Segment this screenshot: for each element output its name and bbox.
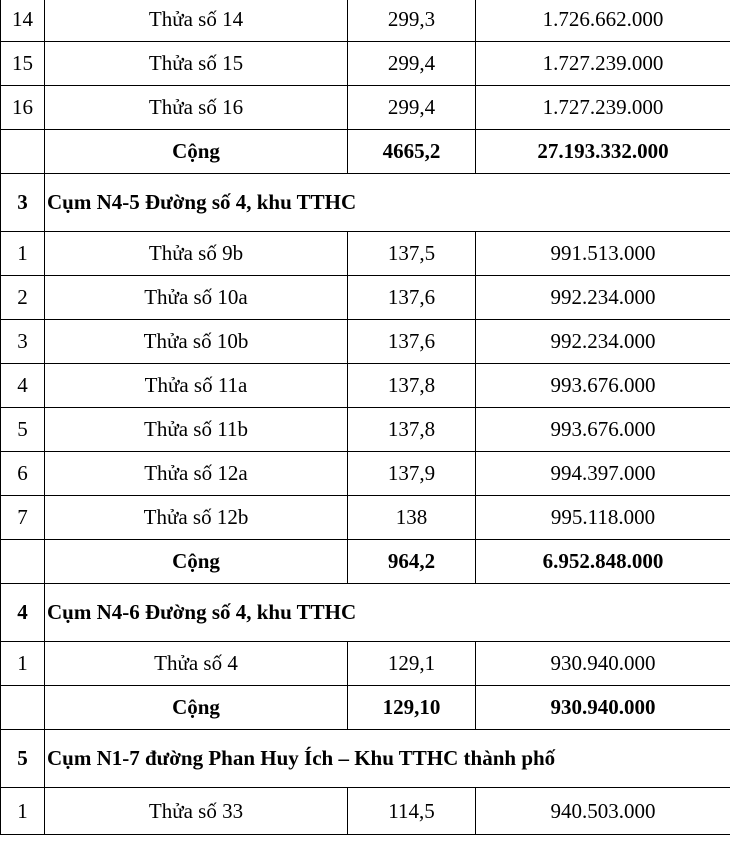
parcel-price: 1.727.239.000 (476, 42, 730, 86)
row-number (1, 686, 45, 730)
section-header-row (1, 174, 730, 232)
row-number: 2 (1, 276, 45, 320)
row-number: 15 (1, 42, 45, 86)
total-label: Cộng (45, 130, 348, 174)
total-area: 129,10 (348, 686, 476, 730)
parcel-name: Thửa số 11b (45, 408, 348, 452)
table-body (1, 0, 730, 835)
parcel-price: 930.940.000 (476, 642, 730, 686)
parcel-area: 299,4 (348, 42, 476, 86)
parcel-price: 993.676.000 (476, 408, 730, 452)
parcel-price: 940.503.000 (476, 788, 730, 835)
row-number: 14 (1, 0, 45, 42)
parcel-name: Thửa số 10b (45, 320, 348, 364)
parcel-name: Thửa số 15 (45, 42, 348, 86)
row-number: 3 (1, 320, 45, 364)
parcel-area: 129,1 (348, 642, 476, 686)
section-number: 4 (1, 584, 45, 642)
row-number (1, 540, 45, 584)
parcel-name: Thửa số 10a (45, 276, 348, 320)
row-number: 1 (1, 642, 45, 686)
section-title: Cụm N4-5 Đường số 4, khu TTHC (45, 174, 730, 232)
parcel-name: Thửa số 12a (45, 452, 348, 496)
total-label: Cộng (45, 686, 348, 730)
parcel-area: 137,9 (348, 452, 476, 496)
total-price: 6.952.848.000 (476, 540, 730, 584)
parcel-name: Thửa số 11a (45, 364, 348, 408)
total-area: 964,2 (348, 540, 476, 584)
total-row (1, 540, 730, 584)
parcel-price: 1.726.662.000 (476, 0, 730, 42)
parcel-area: 299,4 (348, 86, 476, 130)
parcel-name: Thửa số 4 (45, 642, 348, 686)
row-number (1, 130, 45, 174)
parcel-name: Thửa số 33 (45, 788, 348, 835)
total-row (1, 130, 730, 174)
table-row (1, 0, 730, 42)
section-title: Cụm N1-7 đường Phan Huy Ích – Khu TTHC thành phố (45, 730, 730, 788)
parcel-area: 137,5 (348, 232, 476, 276)
row-number: 1 (1, 232, 45, 276)
parcel-price: 993.676.000 (476, 364, 730, 408)
section-number: 3 (1, 174, 45, 232)
section-number: 5 (1, 730, 45, 788)
table-row (1, 42, 730, 86)
table-row (1, 86, 730, 130)
parcel-area: 114,5 (348, 788, 476, 835)
row-number: 6 (1, 452, 45, 496)
section-header-row (1, 730, 730, 788)
parcel-price: 994.397.000 (476, 452, 730, 496)
parcel-price: 995.118.000 (476, 496, 730, 540)
row-number: 4 (1, 364, 45, 408)
table-row (1, 320, 730, 364)
parcel-name: Thửa số 16 (45, 86, 348, 130)
table-row (1, 232, 730, 276)
parcel-price: 991.513.000 (476, 232, 730, 276)
parcel-area: 299,3 (348, 0, 476, 42)
total-price: 930.940.000 (476, 686, 730, 730)
row-number: 5 (1, 408, 45, 452)
total-area: 4665,2 (348, 130, 476, 174)
row-number: 16 (1, 86, 45, 130)
parcel-area: 137,6 (348, 320, 476, 364)
row-number: 7 (1, 496, 45, 540)
table-row (1, 788, 730, 835)
row-number: 1 (1, 788, 45, 835)
parcel-price: 992.234.000 (476, 320, 730, 364)
parcel-name: Thửa số 14 (45, 0, 348, 42)
table-row (1, 364, 730, 408)
section-header-row (1, 584, 730, 642)
parcel-area: 137,6 (348, 276, 476, 320)
parcel-area: 137,8 (348, 364, 476, 408)
section-title: Cụm N4-6 Đường số 4, khu TTHC (45, 584, 730, 642)
table-row (1, 408, 730, 452)
parcel-name: Thửa số 12b (45, 496, 348, 540)
parcel-name: Thửa số 9b (45, 232, 348, 276)
parcel-area: 137,8 (348, 408, 476, 452)
parcel-area: 138 (348, 496, 476, 540)
total-price: 27.193.332.000 (476, 130, 730, 174)
table-row (1, 276, 730, 320)
total-row (1, 686, 730, 730)
total-label: Cộng (45, 540, 348, 584)
table-row (1, 642, 730, 686)
table-row (1, 452, 730, 496)
table-row (1, 496, 730, 540)
parcel-price: 992.234.000 (476, 276, 730, 320)
parcel-price: 1.727.239.000 (476, 86, 730, 130)
